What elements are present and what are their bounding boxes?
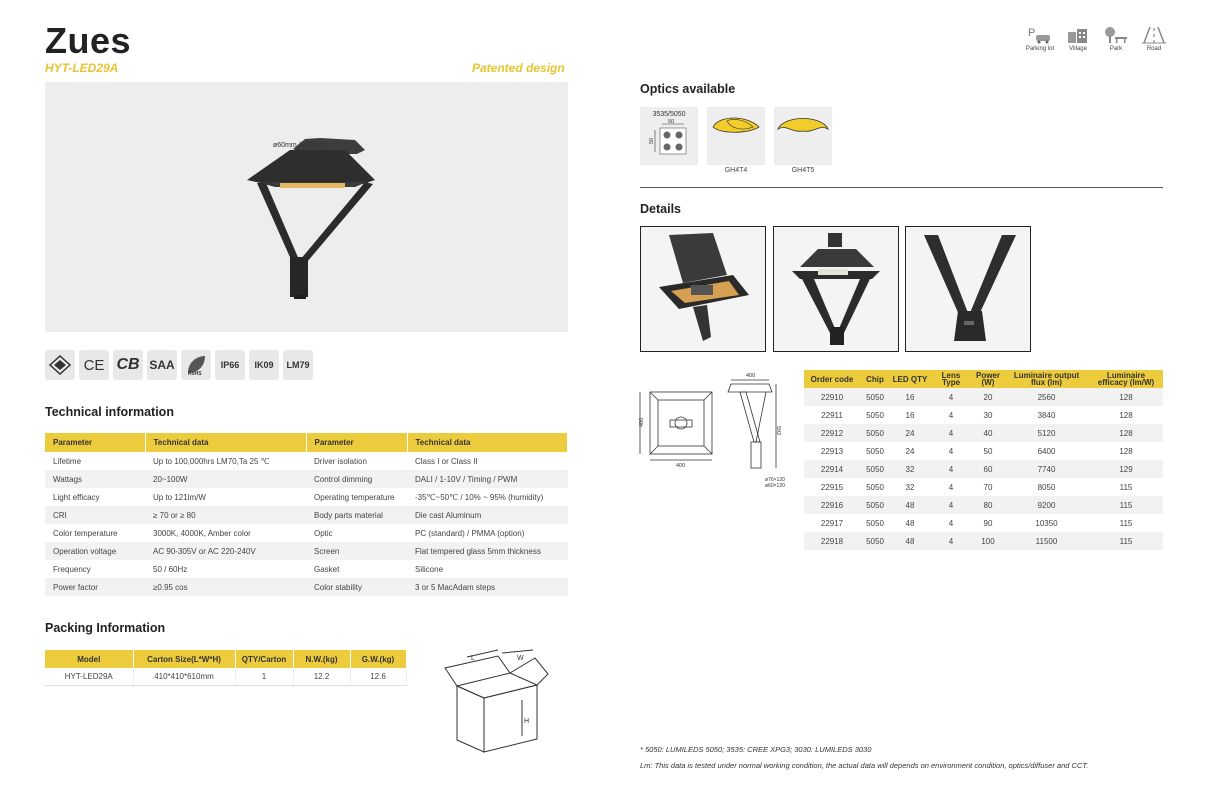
parking-icon <box>1027 26 1053 44</box>
optic-gh4t4-icon <box>707 107 765 165</box>
table-cell: 4 <box>948 482 954 492</box>
table-cell: 5050 <box>866 482 884 492</box>
details-heading: Details <box>640 202 681 216</box>
box-width-label: W <box>517 655 524 662</box>
table-row <box>804 424 1163 442</box>
optic-gh4t5 <box>774 107 832 165</box>
table-cell: 22916 <box>804 496 860 514</box>
park-icon <box>1103 26 1129 44</box>
table-cell: Die cast Aluminum <box>407 506 568 524</box>
table-header: Order code <box>804 370 860 388</box>
table-cell: 5050 <box>866 446 884 456</box>
technical-table <box>45 433 568 596</box>
table-cell: 22918 <box>804 532 860 550</box>
table-cell: 3 or 5 MacAdam steps <box>407 578 568 596</box>
table-cell: 40 <box>972 424 1004 442</box>
table-cell: Color temperature <box>53 528 118 538</box>
table-header: LED QTY <box>890 370 930 388</box>
table-header: Parameter <box>45 433 145 452</box>
table-cell: 2560 <box>1004 388 1089 406</box>
road-icon <box>1141 26 1167 44</box>
optic-caption: GH4T5 <box>791 167 815 174</box>
table-cell: Optic <box>314 528 333 538</box>
village-icon <box>1065 26 1091 44</box>
table-cell: Body parts material <box>306 506 407 524</box>
chip-label: 3535/5050 <box>652 111 686 118</box>
table-cell: CRI <box>45 506 145 524</box>
table-cell: 4 <box>930 424 972 442</box>
table-cell: 100 <box>972 532 1004 550</box>
front-height-label: 400 <box>639 417 645 427</box>
svg-text:P: P <box>1028 27 1036 39</box>
table-header: Chip <box>860 370 890 388</box>
order-table <box>804 370 1163 550</box>
table-cell: 22910 <box>804 388 860 406</box>
technical-drawing <box>636 370 801 492</box>
table-row <box>804 532 1163 550</box>
table-cell: 48 <box>890 532 930 550</box>
optic-caption: GH4T4 <box>724 167 748 174</box>
table-cell: Power factor <box>45 578 145 596</box>
table-cell: Class I or Class II <box>415 456 478 466</box>
box-length-label: L <box>471 655 475 662</box>
packing-table <box>45 650 407 686</box>
footnote-chips: * 5050: LUMILEDS 5050; 3535: CREE XPG3; 3030: LUMILEDS 3030 <box>640 745 872 754</box>
table-row <box>804 514 1163 532</box>
table-cell: 80 <box>972 496 1004 514</box>
chip-layout <box>640 107 698 165</box>
table-cell: 128 <box>1089 388 1163 406</box>
table-header: Luminaire efficacy (lm/W) <box>1089 370 1163 388</box>
optic-gh4t4 <box>707 107 765 165</box>
table-cell: ≥0.95 cos <box>145 578 306 596</box>
cb-certification: CB <box>113 350 143 380</box>
product-title: Zues <box>45 20 132 61</box>
application-village: Village <box>1062 26 1094 60</box>
packing-heading: Packing Information <box>45 621 166 635</box>
table-cell: Light efficacy <box>53 492 100 502</box>
table-cell: 32 <box>890 460 930 478</box>
table-cell: 16 <box>890 388 930 406</box>
table-cell: 22914 <box>804 460 860 478</box>
table-row <box>45 506 568 524</box>
certifications <box>45 350 313 380</box>
table-cell: 30 <box>983 410 993 420</box>
table-cell: 128 <box>1089 424 1163 442</box>
ip66-certification: IP66 <box>215 350 245 380</box>
table-cell: 16 <box>905 410 915 420</box>
table-header: Power (W) <box>972 370 1004 388</box>
table-cell: 3000K, 4000K, Amber color <box>153 528 251 538</box>
table-cell: Gasket <box>314 564 340 574</box>
table-cell: DALI / 1-10V / Timing / PWM <box>407 470 568 488</box>
application-icons <box>1024 26 1170 60</box>
table-cell: Color stability <box>306 578 407 596</box>
table-cell: 10350 <box>1035 518 1058 528</box>
table-cell: Up to 121lm/W <box>153 492 206 502</box>
table-header: Technical data <box>407 433 568 452</box>
table-cell: 24 <box>905 446 915 456</box>
table-cell: Driver isolation <box>314 456 367 466</box>
side-width-label: 400 <box>746 373 756 379</box>
table-cell: 115 <box>1119 518 1133 528</box>
table-cell: 11500 <box>1004 532 1089 550</box>
table-cell: Wattags <box>45 470 145 488</box>
table-cell: ≥ 70 or ≥ 80 <box>145 506 306 524</box>
table-cell: Operating temperature <box>314 492 395 502</box>
application-park: Park <box>1100 26 1132 60</box>
ce-certification: CE <box>79 350 109 380</box>
table-row <box>45 578 568 596</box>
footnote-lm: Lm: This data is tested under normal working condition, the actual data will depends on environment condition, optics/diffuser and CCT. <box>640 761 1089 770</box>
table-cell: 48 <box>890 496 930 514</box>
ik09-certification: IK09 <box>249 350 279 380</box>
table-cell: Flat tempered glass 5mm thickness <box>407 542 568 560</box>
table-row <box>804 406 1163 424</box>
table-cell: 5050 <box>860 388 890 406</box>
table-cell: 7740 <box>1004 460 1089 478</box>
table-row <box>45 488 568 506</box>
table-cell: PC (standard) / PMMA (option) <box>415 528 525 538</box>
table-row <box>804 496 1163 514</box>
table-cell: 24 <box>890 424 930 442</box>
table-row <box>45 470 568 488</box>
table-cell: 5050 <box>866 410 884 420</box>
chip-dim-a: 50 <box>668 119 675 125</box>
table-cell: Up to 100,000hrs LM70,Ta 25 ℃ <box>153 456 270 466</box>
table-header: G.W.(kg) <box>350 650 406 668</box>
patent-label: Patented design <box>472 61 565 75</box>
table-cell: 22917 <box>820 518 844 528</box>
table-cell: 22913 <box>820 446 844 456</box>
table-cell: Silicone <box>415 564 444 574</box>
table-row <box>804 478 1163 496</box>
table-cell: 4 <box>930 388 972 406</box>
table-cell: 5050 <box>866 518 884 528</box>
table-header: QTY/Carton <box>235 650 293 668</box>
detail-image-arm-joint <box>905 226 1031 352</box>
table-cell: 4 <box>930 460 972 478</box>
table-cell: 115 <box>1089 532 1163 550</box>
box-height-label: H <box>524 718 530 725</box>
table-cell: Frequency <box>53 564 91 574</box>
table-cell: 70 <box>983 482 993 492</box>
table-cell: 48 <box>905 518 915 528</box>
table-cell: 129 <box>1089 460 1163 478</box>
lm79-certification: LM79 <box>283 350 313 380</box>
luminaire-illustration <box>45 82 568 332</box>
table-cell: 5050 <box>860 496 890 514</box>
table-row <box>45 524 568 542</box>
table-cell: 5050 <box>860 460 890 478</box>
table-row <box>45 542 568 560</box>
table-cell: 22911 <box>821 410 843 420</box>
table-cell: 32 <box>905 482 915 492</box>
table-cell: Operation voltage <box>45 542 145 560</box>
table-row <box>804 388 1163 406</box>
front-width-label: 400 <box>676 463 686 469</box>
table-cell: 6400 <box>1037 446 1056 456</box>
table-cell: 4 <box>948 446 954 456</box>
pole-dim-label: ø60×120 <box>765 483 785 489</box>
table-cell: 128 <box>1119 446 1133 456</box>
table-header: Parameter <box>306 433 407 452</box>
table-cell: Lifetime <box>53 456 82 466</box>
table-cell: 22912 <box>804 424 860 442</box>
application-road: Road <box>1138 26 1170 60</box>
table-header: Technical data <box>145 433 306 452</box>
table-row: HYT-LED29A 410*410*610mm 1 12.2 12.6 <box>45 668 406 685</box>
table-cell: 4 <box>948 410 954 420</box>
technical-heading: Technical information <box>45 405 174 419</box>
table-row <box>804 442 1163 460</box>
table-cell: 50 / 60Hz <box>153 564 188 574</box>
table-cell: 4 <box>948 518 954 528</box>
table-cell: 3840 <box>1037 410 1056 420</box>
table-cell: 8050 <box>1037 482 1056 492</box>
product-photo <box>45 82 568 332</box>
table-cell: 60 <box>972 460 1004 478</box>
table-header: N.W.(kg) <box>293 650 350 668</box>
chip-diagram <box>640 118 698 162</box>
table-cell: AC 90-305V or AC 220-240V <box>145 542 306 560</box>
optics-heading: Optics available <box>640 82 736 96</box>
chip-dim-b: 50 <box>649 137 655 144</box>
table-cell: 5050 <box>860 532 890 550</box>
optic-gh4t5-icon <box>774 107 832 165</box>
table-cell: 5120 <box>1004 424 1089 442</box>
table-cell: 22915 <box>820 482 844 492</box>
detail-image-open-housing <box>640 226 766 352</box>
svg-text:RoHS: RoHS <box>188 371 202 377</box>
table-cell: 90 <box>983 518 993 528</box>
rohs-certification-icon <box>181 350 211 380</box>
table-cell: 20 <box>972 388 1004 406</box>
pole-dim-label: ø76×120 <box>765 477 785 483</box>
table-row <box>45 560 568 578</box>
section-divider <box>640 187 1163 188</box>
carton-box-diagram <box>440 640 555 755</box>
table-row <box>804 460 1163 478</box>
table-cell: Control dimming <box>306 470 407 488</box>
table-cell: 128 <box>1119 410 1133 420</box>
table-header: Lens Type <box>930 370 972 388</box>
side-height-label: 592 <box>775 426 781 436</box>
table-row <box>45 452 568 470</box>
table-cell: 20~100W <box>145 470 306 488</box>
table-cell: 4 <box>930 496 972 514</box>
table-cell: 5050 <box>860 424 890 442</box>
pole-dimension-label: ø60mm / ø76mm <box>273 142 327 149</box>
table-cell: 4 <box>930 532 972 550</box>
table-cell: Screen <box>306 542 407 560</box>
application-parking: P Parking lot <box>1025 27 1055 52</box>
table-header: Carton Size(L*W*H) <box>133 650 235 668</box>
table-header: Luminaire output flux (lm) <box>1004 370 1089 388</box>
table-cell: -35℃~50℃ / 10% ~ 95% (humidity) <box>415 492 544 502</box>
detail-image-lamp-head <box>773 226 899 352</box>
eac-certification-icon <box>45 350 75 380</box>
table-header: Model <box>45 650 133 668</box>
table-cell: 115 <box>1089 496 1163 514</box>
table-cell: 115 <box>1119 482 1133 492</box>
table-cell: 9200 <box>1004 496 1089 514</box>
model-number: HYT-LED29A <box>45 61 119 75</box>
saa-certification: SAA <box>147 350 177 380</box>
table-cell: 50 <box>983 446 993 456</box>
